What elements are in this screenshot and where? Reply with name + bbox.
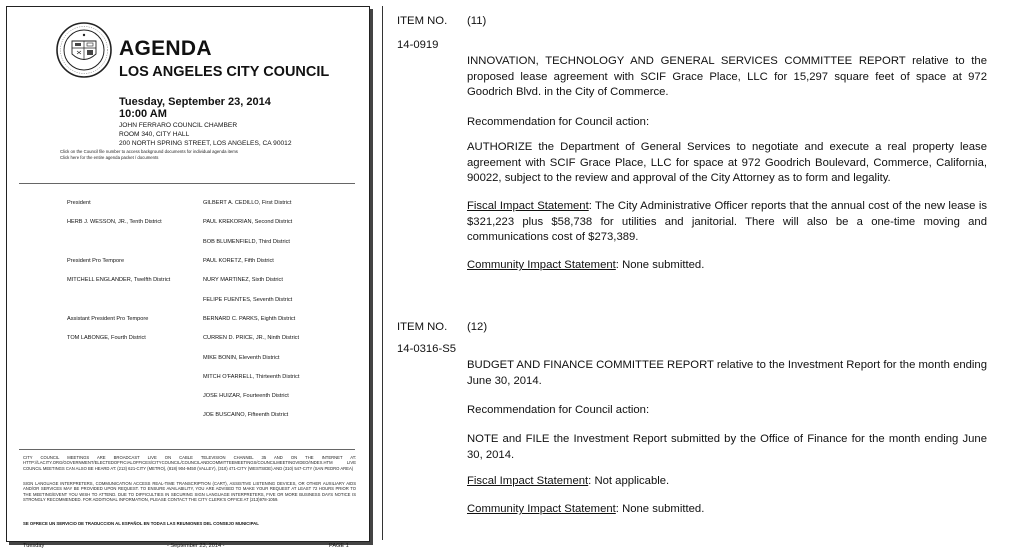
fiscal-impact-text: : The City Administrative Officer reports that the annual cost of the new lease is $321,223 plus $58,738 for utilities and janitorial. There will also be a one-time moving and communications cost of $273,389. xyxy=(467,200,988,243)
community-impact-text: : None submitted. xyxy=(615,259,705,271)
divider xyxy=(19,183,355,184)
council-member: BOB BLUMENFIELD, Third District xyxy=(203,239,290,245)
meeting-date: Tuesday, September 23, 2014 xyxy=(119,96,271,108)
city-seal-icon xyxy=(55,21,113,79)
item-label: ITEM NO. xyxy=(397,321,448,333)
community-impact-statement xyxy=(467,258,704,274)
fiscal-impact-statement xyxy=(467,474,669,490)
recommended-action: AUTHORIZE the Department of General Services to negotiate and execute a real property lease agreement with SCIF Grace Place, LLC for space at 972 Goodrich Boulevard, Commerce, California, 90022, subject to the review and approval of the City Attorney as to form and legality. xyxy=(467,141,987,184)
fiscal-impact-statement xyxy=(467,199,987,246)
community-impact-label: Community Impact Statement xyxy=(467,259,616,271)
president-name: HERB J. WESSON, JR., Tenth District xyxy=(67,219,162,225)
recommended-action: NOTE and FILE the Investment Report submitted by the Office of Finance for the month ending June 30, 2014. xyxy=(467,433,987,461)
agenda-items-page xyxy=(382,6,1019,540)
council-member: NURY MARTINEZ, Sixth District xyxy=(203,277,283,283)
item-number: (12) xyxy=(467,321,488,333)
footer-page-number: PAGE 1 xyxy=(329,543,349,549)
council-file-number[interactable]: 14-0316-S5 xyxy=(397,343,457,355)
spanish-notice: SE OFRECE UN SERVICIO DE TRADUCCION AL ESPAÑOL EN TODAS LAS REUNIONES DEL CONSEJO MUNICIPAL xyxy=(23,521,259,526)
pro-tempore-name: MITCHELL ENGLANDER, Twelfth District xyxy=(67,277,171,283)
footer-day: Tuesday xyxy=(23,543,45,549)
council-member: BERNARD C. PARKS, Eighth District xyxy=(203,316,296,322)
recommendation-heading: Recommendation for Council action: xyxy=(467,116,650,128)
committee-report: BUDGET AND FINANCE COMMITTEE REPORT relative to the Investment Report for the month ending June 30, 2014. xyxy=(467,359,987,387)
council-member: PAUL KREKORIAN, Second District xyxy=(203,219,293,225)
address-line-3: 200 NORTH SPRING STREET, LOS ANGELES, CA 90012 xyxy=(119,140,292,147)
item-number: (11) xyxy=(467,15,487,27)
council-member: PAUL KORETZ, Fifth District xyxy=(203,258,274,264)
footer-date: - September 23, 2014 - xyxy=(167,543,225,549)
agenda-title: AGENDA xyxy=(119,37,212,60)
assistant-pro-tempore-label: Assistant President Pro Tempore xyxy=(67,316,149,322)
council-member: GILBERT A. CEDILLO, First District xyxy=(203,200,292,206)
divider xyxy=(19,449,355,450)
council-member: FELIPE FUENTES, Seventh District xyxy=(203,297,293,303)
recommendation-heading: Recommendation for Council action: xyxy=(467,404,650,416)
pro-tempore-label: President Pro Tempore xyxy=(67,258,125,264)
assistant-pro-tempore-name: TOM LABONGE, Fourth District xyxy=(67,335,146,341)
community-impact-label: Community Impact Statement xyxy=(467,503,616,515)
accessibility-notice: SIGN LANGUAGE INTERPRETERS, COMMUNICATION ACCESS REAL-TIME TRANSCRIPTION (CART), ASSISTIVE LISTENING DEVICES, OR OTHER AUXILIARY AIDS AND/OR SERVICES MAY BE PROVIDED UPON REQUEST. TO ENSURE AVAILABILITY, YOU ARE ADVISED TO MAKE YOUR REQUEST AT LEAST 72 HOURS PRIOR TO THE MEETING/EVENT YOU WISH TO ATTEND. DUE TO DIFFICULTIES IN SECURING SIGN LANGUAGE INTERPRETERS, FIVE OR MORE BUSINESS DAYS NOTICE IS STRONGLY RECOMMENDED. FOR ADDITIONAL INFORMATION, PLEASE CONTACT THE CITY CLERK'S OFFICE AT (213)978-1059. xyxy=(23,481,356,503)
address-line-2: ROOM 340, CITY HALL xyxy=(119,131,190,138)
council-name: LOS ANGELES CITY COUNCIL xyxy=(119,64,330,80)
fiscal-impact-label: Fiscal Impact Statement xyxy=(467,475,589,487)
item-label: ITEM NO. xyxy=(397,15,448,27)
council-file-link[interactable]: Click on the Council file number to access background documents for individual agenda items xyxy=(60,149,238,154)
council-member: MITCH O'FARRELL, Thirteenth District xyxy=(203,374,300,380)
fiscal-impact-text: : Not applicable. xyxy=(588,475,670,487)
agenda-packet-link[interactable]: Click here for the entire agenda packet / documents xyxy=(60,155,159,160)
address-line-1: JOHN FERRARO COUNCIL CHAMBER xyxy=(119,122,238,129)
council-member: CURREN D. PRICE, JR., Ninth District xyxy=(203,335,300,341)
council-member: MIKE BONIN, Eleventh District xyxy=(203,355,280,361)
meeting-time: 10:00 AM xyxy=(119,108,167,120)
president-label: President xyxy=(67,200,91,206)
council-file-number[interactable]: 14-0919 xyxy=(397,39,439,51)
community-impact-statement xyxy=(467,502,704,518)
broadcast-notice: CITY COUNCIL MEETINGS ARE BROADCAST LIVE ON CABLE TELEVISION CHANNEL 35 AND ON THE INTERNET AT: HTTP://LACITY.ORG/GOVERNMENT/ELECTEDOFFICIALOFFICES/CITYCOUNCIL/COUNCILANDCOMMITTEEMEETINGS/COUNCILMEETINGVIDEO/INDEX.HTM LIVE COUNCIL MEETINGS CAN ALSO BE HEARD AT: (213) 621-CITY (METRO), (818) 904-9450 (VALLEY), (310) 471-CITY (WESTSIDE) AND (310) 547-CITY (SAN PEDRO AREA) xyxy=(23,455,356,471)
fiscal-impact-label: Fiscal Impact Statement xyxy=(467,200,589,212)
community-impact-text: : None submitted. xyxy=(615,503,705,515)
council-member: JOSE HUIZAR, Fourteenth District xyxy=(203,393,289,399)
council-member: JOE BUSCAINO, Fifteenth District xyxy=(203,412,289,418)
committee-report: INNOVATION, TECHNOLOGY AND GENERAL SERVICES COMMITTEE REPORT relative to the proposed lease agreement with SCIF Grace Place, LLC for 15,297 square feet of space at 972 Goodrich Blvd. in the City of Commerce. xyxy=(467,55,987,98)
agenda-cover-page xyxy=(6,6,370,549)
